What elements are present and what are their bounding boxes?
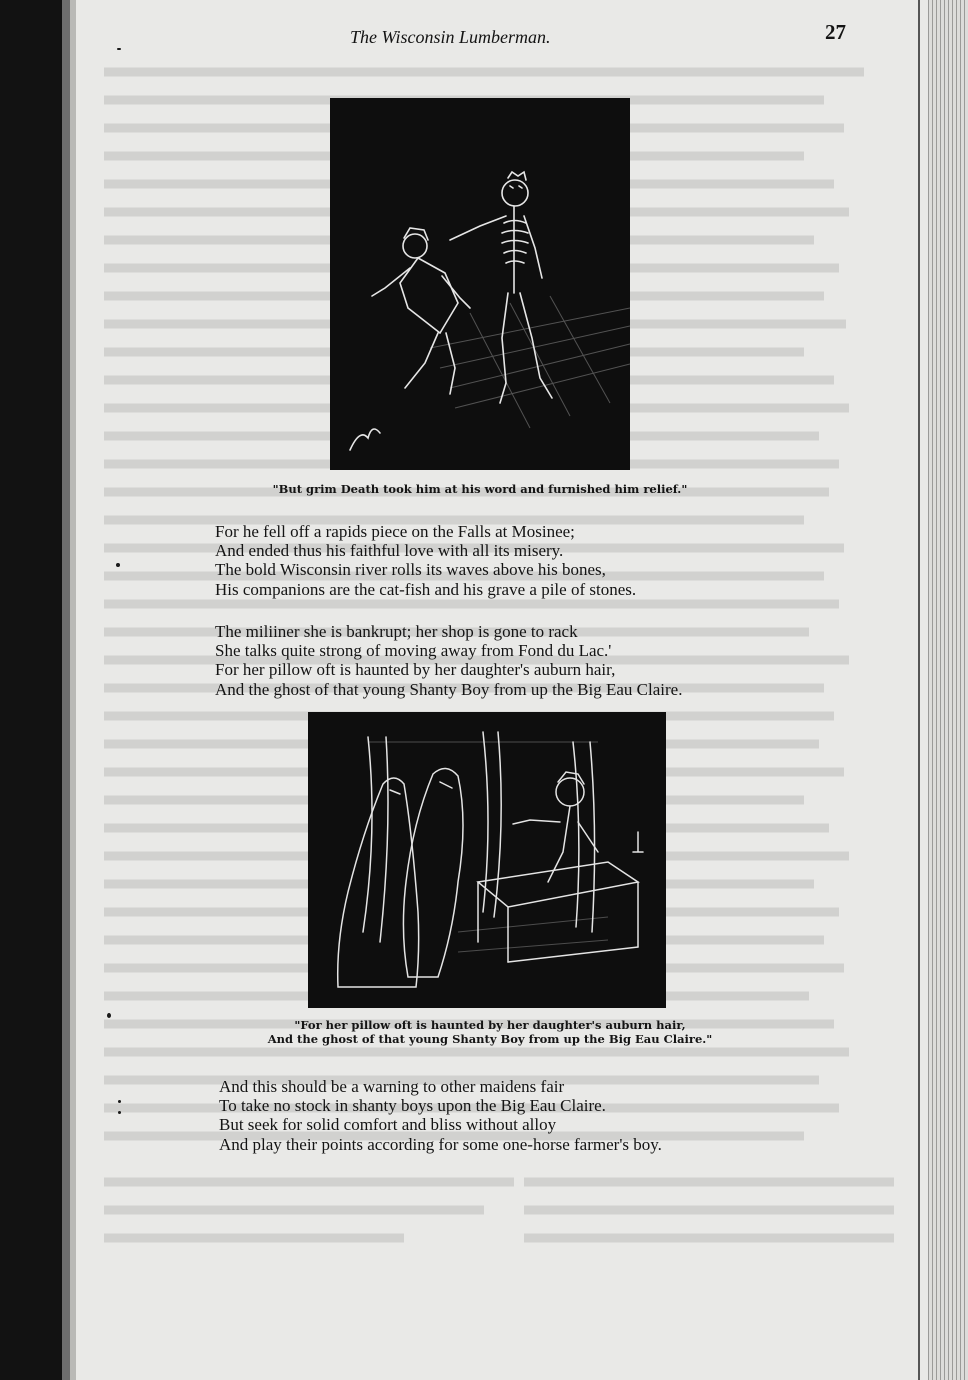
illustration-caption-1: "But grim Death took him at his word and furnished him relief." <box>272 482 688 496</box>
bleed-through-text-lower <box>104 1160 904 1267</box>
bleed-through-lines-lower <box>104 1160 904 1260</box>
poem-stanza-1 <box>215 522 636 599</box>
poem-line: To take no stock in shanty boys upon the Big Eau Claire. <box>219 1096 606 1116</box>
ink-speck <box>118 1111 121 1114</box>
poem-line: But seek for solid comfort and bliss without alloy <box>219 1115 557 1135</box>
poem-line: She talks quite strong of moving away from Fond du Lac.' <box>215 641 612 661</box>
poem-line: For he fell off a rapids piece on the Falls at Mosinee; <box>215 522 575 541</box>
caption-line: And the ghost of that young Shanty Boy from up the Big Eau Claire." <box>267 1032 713 1046</box>
illustration-caption-2 <box>240 1018 740 1046</box>
poem-line: And ended thus his faithful love with all its misery. <box>215 541 564 561</box>
poem-stanza-2 <box>215 622 682 699</box>
poem-line: And this should be a warning to other maidens fair <box>219 1077 565 1096</box>
ink-speck <box>117 48 121 50</box>
poem-line: The bold Wisconsin river rolls its waves above his bones, <box>215 560 606 580</box>
poem-line: And the ghost of that young Shanty Boy from up the Big Eau Claire. <box>215 679 683 699</box>
illustration-haunting <box>308 712 666 1008</box>
binding-shadow <box>0 0 62 1380</box>
death-engraving <box>330 98 630 470</box>
ink-speck <box>107 1013 111 1018</box>
ink-speck <box>116 563 120 567</box>
binding-edge <box>62 0 70 1380</box>
poem-stanza-3 <box>219 1077 662 1154</box>
poem-line: His companions are the cat-fish and his grave a pile of stones. <box>215 579 637 599</box>
poem-line: And play their points according for some one-horse farmer's boy. <box>219 1134 662 1154</box>
poem-line: The miliiner she is bankrupt; her shop is gone to rack <box>215 622 578 641</box>
binding-gutter <box>70 0 76 1380</box>
poem-line: For her pillow oft is haunted by her daughter's auburn hair, <box>215 660 616 680</box>
ink-speck <box>118 1100 121 1103</box>
page-stack-edge <box>928 0 968 1380</box>
illustration-grim-death <box>330 98 630 470</box>
caption-line: "For her pillow oft is haunted by her daughter's auburn hair, <box>294 1018 686 1032</box>
haunting-engraving <box>308 712 666 1008</box>
page-number: 27 <box>825 20 846 44</box>
running-head: The Wisconsin Lumberman. <box>350 27 551 47</box>
